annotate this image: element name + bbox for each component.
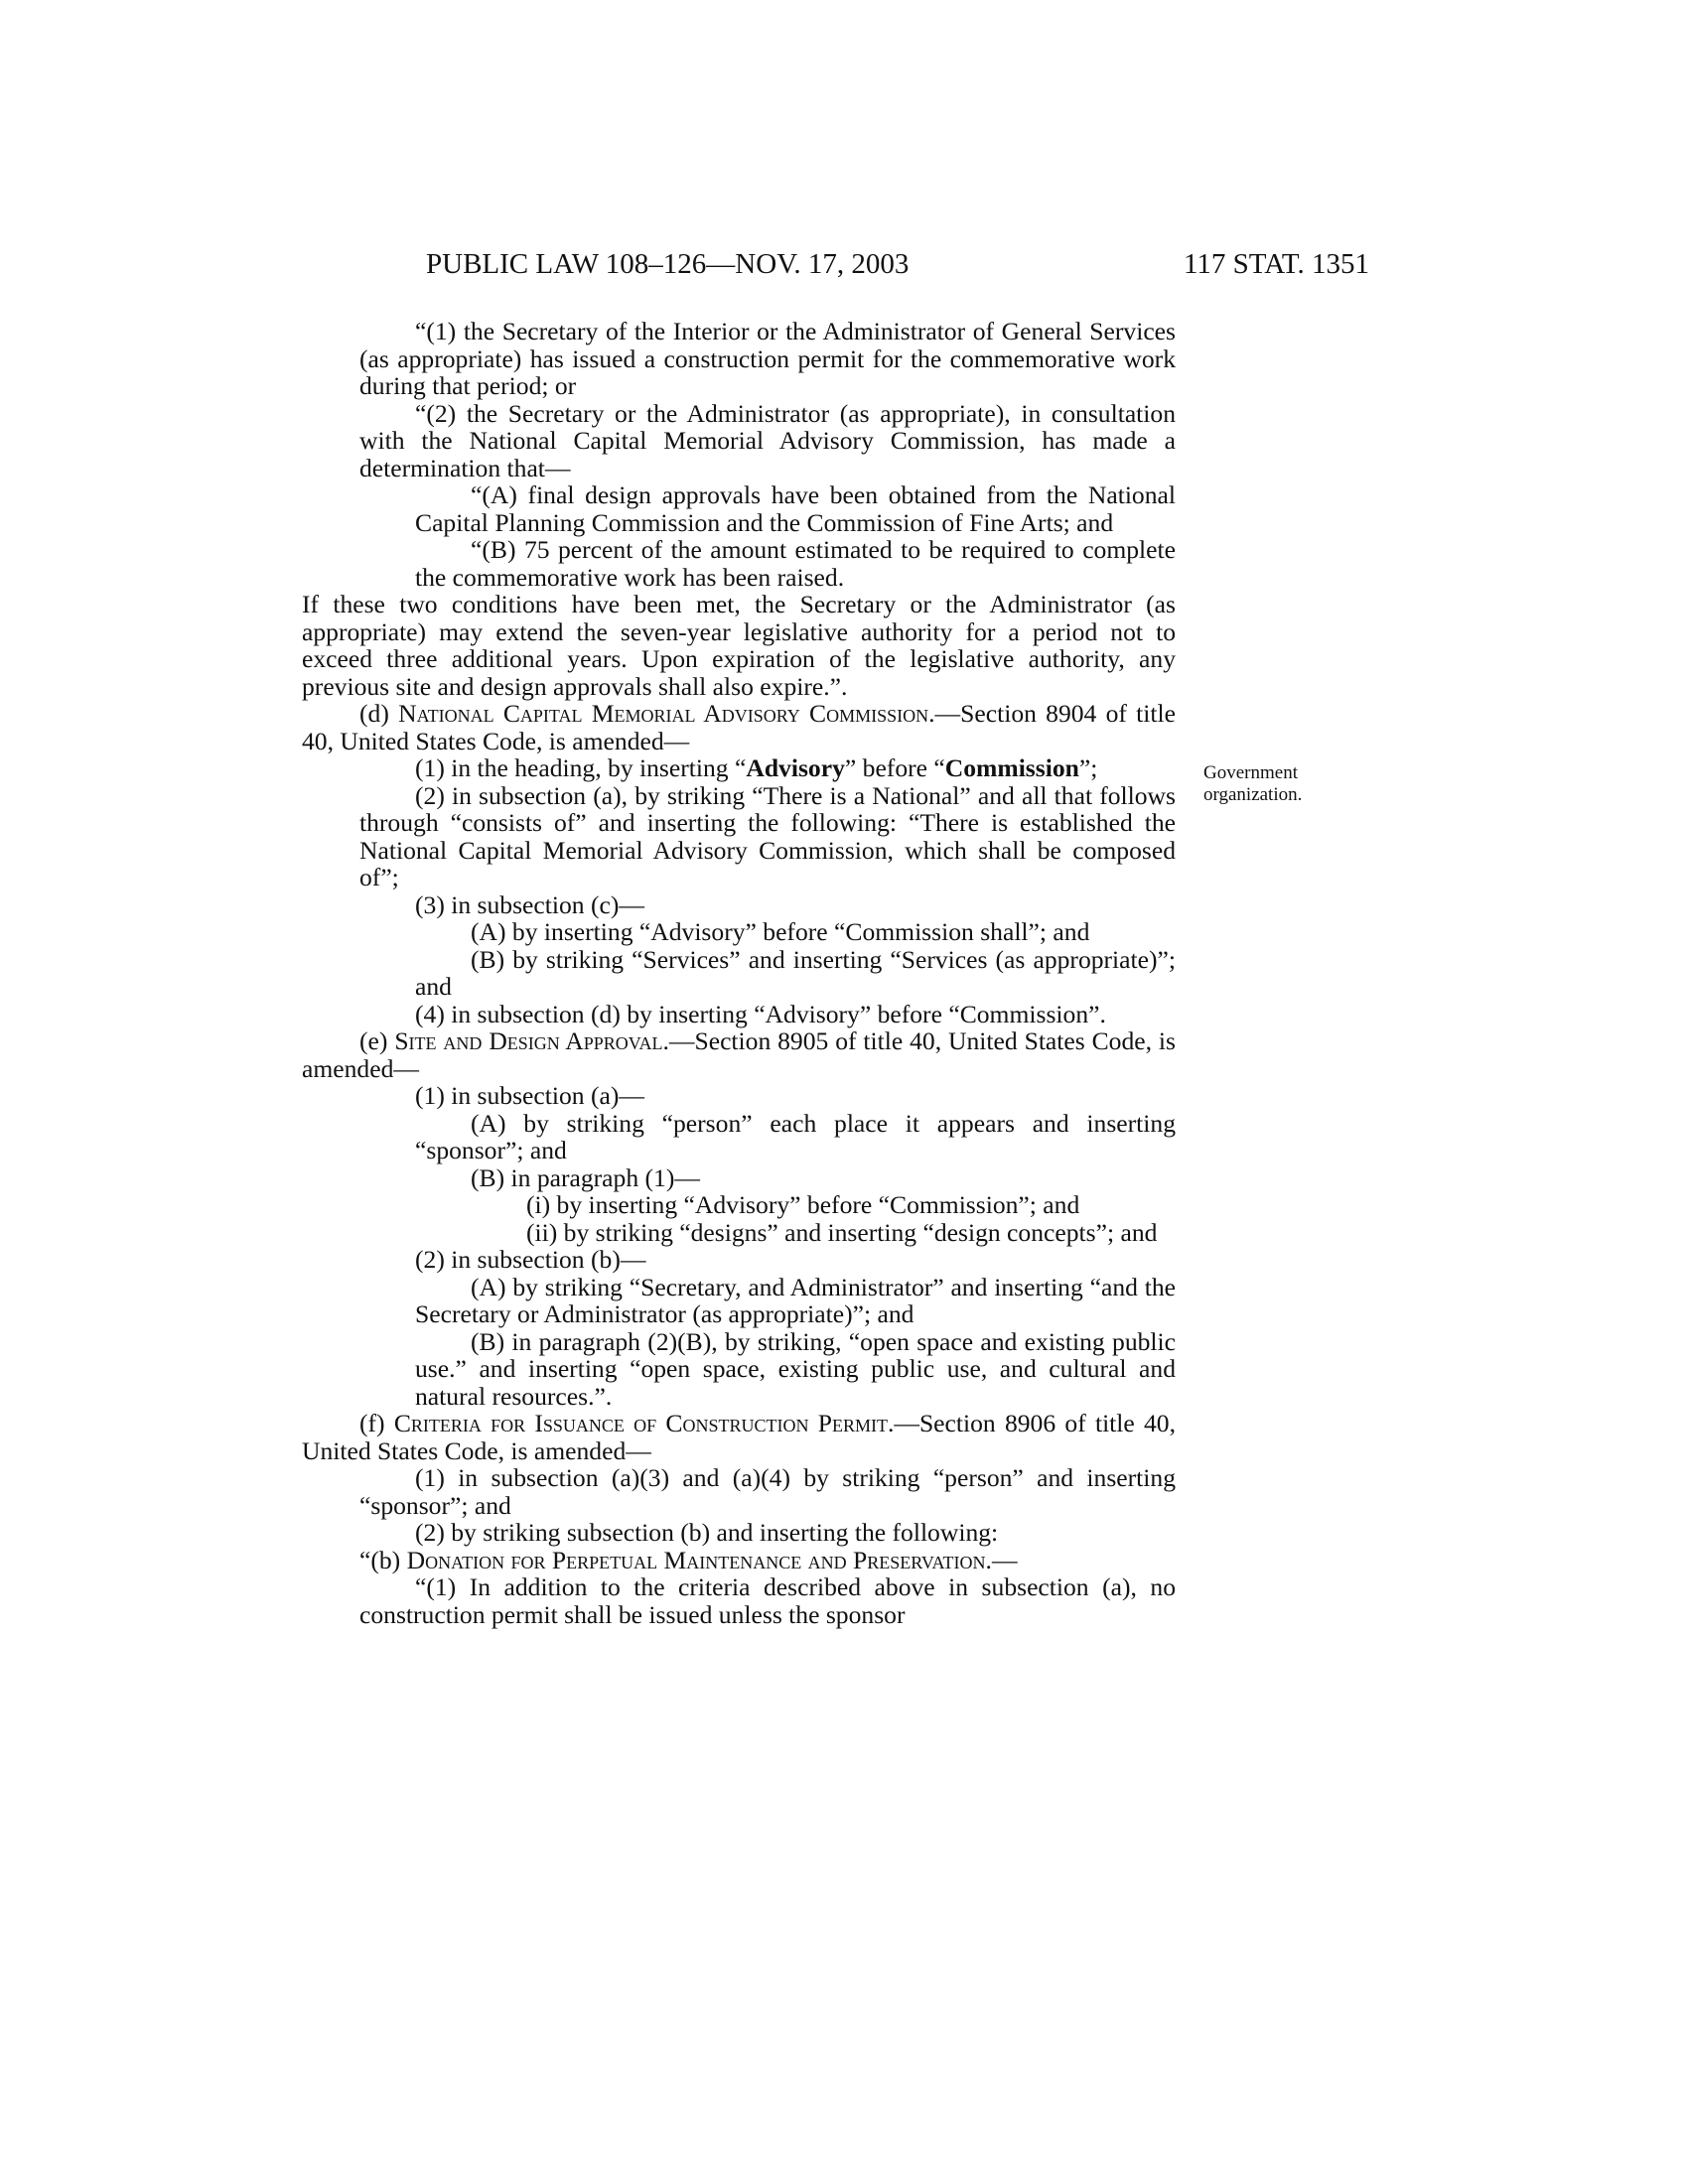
subsection-d bbox=[302, 700, 1176, 754]
subsection-number: (f) bbox=[359, 1409, 394, 1437]
paragraph: (3) in subsection (c)— bbox=[415, 889, 644, 919]
subsection-heading: Criteria for Issuance of Construction Permit. bbox=[393, 1409, 895, 1437]
paragraph: “(1) the Secretary of the Interior or the Administrator of General Services (as appropriate) has issued a construction permit for the commemorative work during that period; or bbox=[359, 317, 1176, 400]
paragraph: (ii) by striking “designs” and inserting “design concepts”; and bbox=[526, 1217, 1158, 1247]
paragraph: “(2) the Secretary or the Administrator (as appropriate), in consultation with the National Capital Memorial Advisory Commission, has made a determination that— bbox=[359, 398, 1176, 482]
paragraph: “(1) In addition to the criteria described above in subsection (a), no construction permit shall be issued unless the sponsor bbox=[359, 1572, 1176, 1629]
subsection-heading: Donation for Perpetual Maintenance and Preservation. bbox=[406, 1545, 992, 1574]
paragraph: (1) in subsection (a)— bbox=[415, 1081, 644, 1110]
paragraph: If these two conditions have been met, the Secretary or the Administrator (as appropriate) may extend the seven-year legislative authority for a period not to exceed three additional years. Upon expiration of the legislative authority, any previous site and design approvals shall also expire.”. bbox=[302, 590, 1176, 701]
subsection-heading: National Capital Memorial Advisory Commission. bbox=[398, 699, 935, 728]
paragraph: (2) in subsection (a), by striking “There is a National” and all that follows through “consists of” and inserting the following: “There is established the National Capital Memorial Advisory Commission, which shall be composed of”; bbox=[359, 780, 1176, 891]
margin-note-line: organization. bbox=[1203, 784, 1303, 805]
subsection-number: “(b) bbox=[359, 1545, 407, 1574]
paragraph: (i) by inserting “Advisory” before “Commission”; and bbox=[526, 1190, 1080, 1219]
margin-note bbox=[1203, 762, 1333, 806]
paragraph: (B) by striking “Services” and inserting “Services (as appropriate)”; and bbox=[415, 944, 1176, 1001]
paragraph: (B) in paragraph (1)— bbox=[471, 1162, 700, 1192]
margin-note-line: Government bbox=[1203, 762, 1298, 783]
subsection-e bbox=[302, 1027, 1176, 1082]
paragraph: (1) in subsection (a)(3) and (a)(4) by striking “person” and inserting “sponsor”; and bbox=[359, 1463, 1176, 1520]
paragraph: “(B) 75 percent of the amount estimated to be required to complete the commemorative work has been raised. bbox=[415, 535, 1176, 592]
subsection-f bbox=[302, 1410, 1176, 1464]
running-header bbox=[426, 248, 1369, 284]
subsection-b bbox=[302, 1547, 1176, 1574]
statute-body bbox=[302, 318, 1176, 1628]
subsection-number: (d) bbox=[359, 699, 399, 728]
subsection-text: — bbox=[991, 1545, 1018, 1574]
subsection-heading: Site and Design Approval. bbox=[394, 1026, 669, 1055]
subsection-text: —Section 8904 of title 40, United States Code, is amended— bbox=[302, 699, 1176, 755]
paragraph: (2) by striking subsection (b) and inserting the following: bbox=[415, 1518, 999, 1547]
paragraph: “(A) final design approvals have been obtained from the National Capital Planning Commission and the Commission of Fine Arts; and bbox=[415, 480, 1176, 537]
paragraph: (4) in subsection (d) by inserting “Advisory” before “Commission”. bbox=[415, 999, 1106, 1028]
header-stat-page: 117 STAT. 1351 bbox=[1184, 248, 1369, 280]
text-run: ”; bbox=[1078, 753, 1098, 782]
subsection-number: (e) bbox=[359, 1026, 395, 1055]
paragraph bbox=[302, 754, 1176, 782]
subsection-text: —Section 8906 of title 40, United States Code, is amended— bbox=[302, 1409, 1176, 1465]
paragraph: (B) in paragraph (2)(B), by striking, “open space and existing public use.” and inserting “open space, existing public use, and cultural and natural resources.”. bbox=[415, 1326, 1176, 1411]
header-law-citation: PUBLIC LAW 108–126—NOV. 17, 2003 bbox=[426, 248, 910, 280]
bold-term: Commission bbox=[944, 753, 1079, 782]
paragraph: (2) in subsection (b)— bbox=[415, 1245, 646, 1274]
subsection-text: —Section 8905 of title 40, United States Code, is amended— bbox=[302, 1026, 1177, 1083]
paragraph: (A) by inserting “Advisory” before “Commission shall”; and bbox=[471, 917, 1090, 946]
text-run: (1) in the heading, by inserting “ bbox=[415, 753, 747, 782]
bold-term: Advisory bbox=[746, 753, 845, 782]
text-run: ” before “ bbox=[844, 753, 945, 782]
paragraph: (A) by striking “person” each place it appears and inserting “sponsor”; and bbox=[415, 1108, 1176, 1164]
paragraph: (A) by striking “Secretary, and Administrator” and inserting “and the Secretary or Administrator (as appropriate)”; and bbox=[415, 1272, 1176, 1328]
